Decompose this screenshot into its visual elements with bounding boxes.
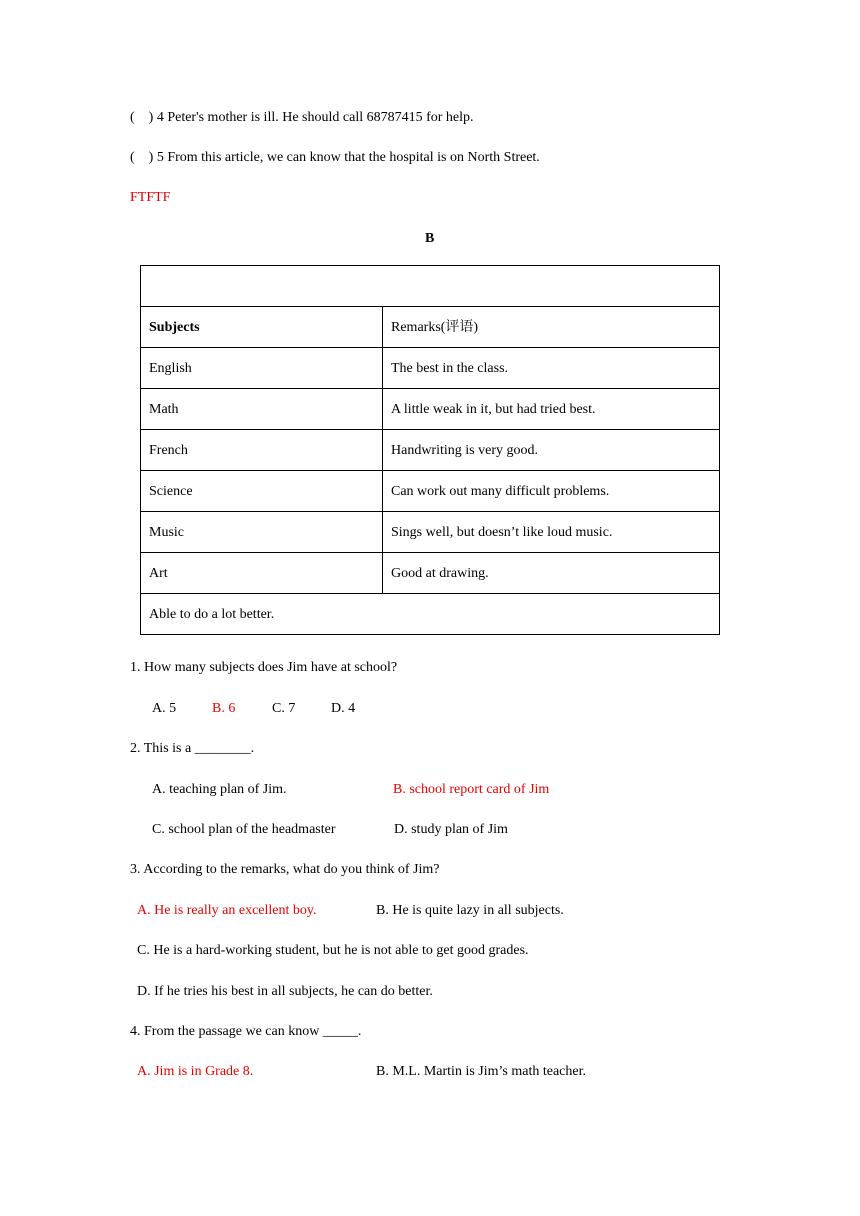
section-heading: B	[425, 231, 435, 246]
q4-option-b: B. M.L. Martin is Jim’s math teacher.	[376, 1064, 586, 1079]
answer-key-top: FTFTF	[130, 190, 171, 205]
table-column-headers	[141, 307, 720, 348]
question-5-tf: ( ) 5 From this article, we can know that the hospital is on North Street.	[130, 150, 540, 165]
table-title-cell	[141, 266, 720, 307]
subject-cell: Math	[141, 389, 383, 430]
subject-cell: Music	[141, 512, 383, 553]
question-4-stem: 4. From the passage we can know _____.	[130, 1024, 362, 1039]
table-row	[141, 553, 720, 594]
q1-option-a: A. 5	[152, 701, 177, 716]
subject-cell: French	[141, 430, 383, 471]
col-header-subjects: Subjects	[141, 307, 383, 348]
table-row	[141, 430, 720, 471]
question-1-stem: 1. How many subjects does Jim have at school?	[130, 660, 398, 675]
remark-cell: Handwriting is very good.	[383, 430, 720, 471]
table-row	[141, 389, 720, 430]
col-header-remarks: Remarks(评语)	[383, 307, 720, 348]
question-2-stem: 2. This is a ________.	[130, 741, 255, 756]
q3-option-b: B. He is quite lazy in all subjects.	[376, 903, 564, 918]
remark-cell: Can work out many difficult problems.	[383, 471, 720, 512]
table-row	[141, 348, 720, 389]
q2-option-d: D. study plan of Jim	[394, 822, 508, 837]
q2-option-a: A. teaching plan of Jim.	[152, 782, 287, 797]
remark-cell: The best in the class.	[383, 348, 720, 389]
table-footer-row	[141, 594, 720, 635]
table-header-row	[141, 266, 720, 307]
table-row	[141, 471, 720, 512]
q3-option-d: D. If he tries his best in all subjects, he can do better.	[137, 984, 433, 999]
table-row	[141, 512, 720, 553]
school-report-table	[140, 265, 720, 635]
q1-option-c: C. 7	[272, 701, 296, 716]
subject-cell: Art	[141, 553, 383, 594]
subject-cell: Science	[141, 471, 383, 512]
q3-option-c: C. He is a hard-working student, but he is not able to get good grades.	[137, 943, 529, 958]
q1-option-d: D. 4	[331, 701, 356, 716]
q3-option-a: A. He is really an excellent boy.	[137, 903, 317, 918]
remark-cell: A little weak in it, but had tried best.	[383, 389, 720, 430]
remark-cell: Sings well, but doesn’t like loud music.	[383, 512, 720, 553]
q1-option-b: B. 6	[212, 701, 236, 716]
subject-cell: English	[141, 348, 383, 389]
question-4-tf: ( ) 4 Peter's mother is ill. He should call 68787415 for help.	[130, 110, 474, 125]
q2-option-b: B. school report card of Jim	[393, 782, 550, 797]
question-3-stem: 3. According to the remarks, what do you think of Jim?	[130, 862, 440, 877]
overall-remark-cell: Able to do a lot better.	[141, 594, 720, 635]
remark-cell: Good at drawing.	[383, 553, 720, 594]
q4-option-a: A. Jim is in Grade 8.	[137, 1064, 254, 1079]
q2-option-c: C. school plan of the headmaster	[152, 822, 336, 837]
